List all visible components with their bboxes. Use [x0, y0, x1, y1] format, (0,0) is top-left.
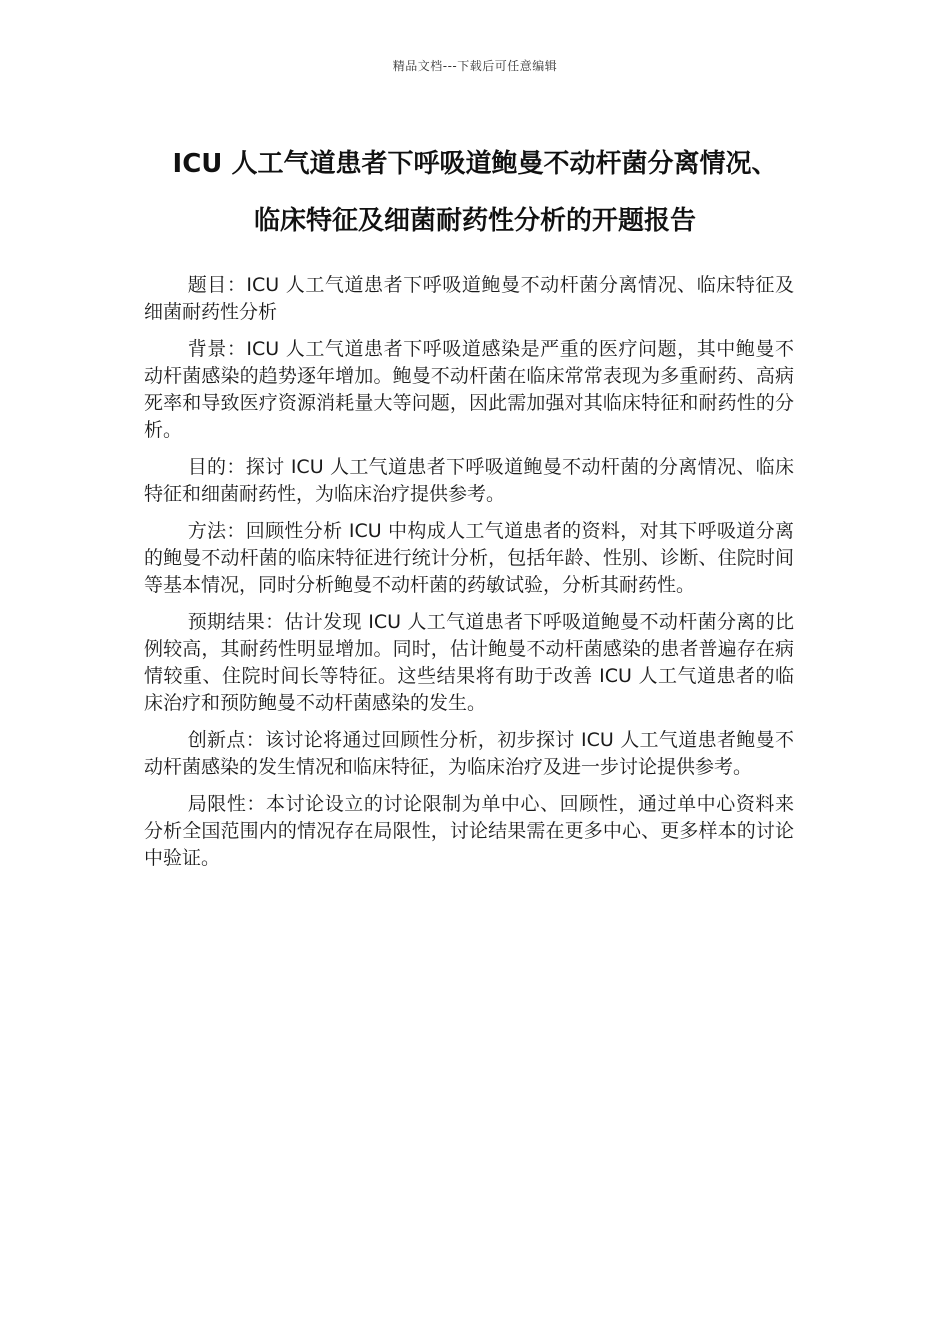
document-title	[120, 136, 830, 250]
section-expected-results: 预期结果：估计发现 ICU 人工气道患者下呼吸道鲍曼不动杆菌分离的比例较高，其耐药性明显增加。同时，估计鲍曼不动杆菌感染的患者普遍存在病情较重、住院时间长等特征。这些结果将有助于改善 ICU 人工气道患者的临床治疗和预防鲍曼不动杆菌感染的发生。	[144, 611, 794, 714]
header-note: 精品文档---下载后可任意编辑	[392, 59, 558, 73]
title-line-1: ICU 人工气道患者下呼吸道鲍曼不动杆菌分离情况、	[172, 149, 778, 179]
section-objective: 目的：探讨 ICU 人工气道患者下呼吸道鲍曼不动杆菌的分离情况、临床特征和细菌耐药性，为临床治疗提供参考。	[144, 456, 794, 505]
section-topic: 题目：ICU 人工气道患者下呼吸道鲍曼不动杆菌分离情况、临床特征及细菌耐药性分析	[144, 274, 794, 323]
document-body	[144, 272, 794, 882]
section-method: 方法：回顾性分析 ICU 中构成人工气道患者的资料，对其下呼吸道分离的鲍曼不动杆菌的临床特征进行统计分析，包括年龄、性别、诊断、住院时间等基本情况，同时分析鲍曼不动杆菌的药敏试验，分析其耐药性。	[144, 520, 794, 596]
section-background: 背景：ICU 人工气道患者下呼吸道感染是严重的医疗问题，其中鲍曼不动杆菌感染的趋势逐年增加。鲍曼不动杆菌在临床常常表现为多重耐药、高病死率和导致医疗资源消耗量大等问题，因此需加强对其临床特征和耐药性的分析。	[144, 338, 794, 441]
section-limitations: 局限性：本讨论设立的讨论限制为单中心、回顾性，通过单中心资料来分析全国范围内的情况存在局限性，讨论结果需在更多中心、更多样本的讨论中验证。	[144, 793, 794, 869]
section-innovation: 创新点：该讨论将通过回顾性分析，初步探讨 ICU 人工气道患者鲍曼不动杆菌感染的发生情况和临床特征，为临床治疗及进一步讨论提供参考。	[144, 729, 794, 778]
title-line-2: 临床特征及细菌耐药性分析的开题报告	[253, 206, 696, 236]
